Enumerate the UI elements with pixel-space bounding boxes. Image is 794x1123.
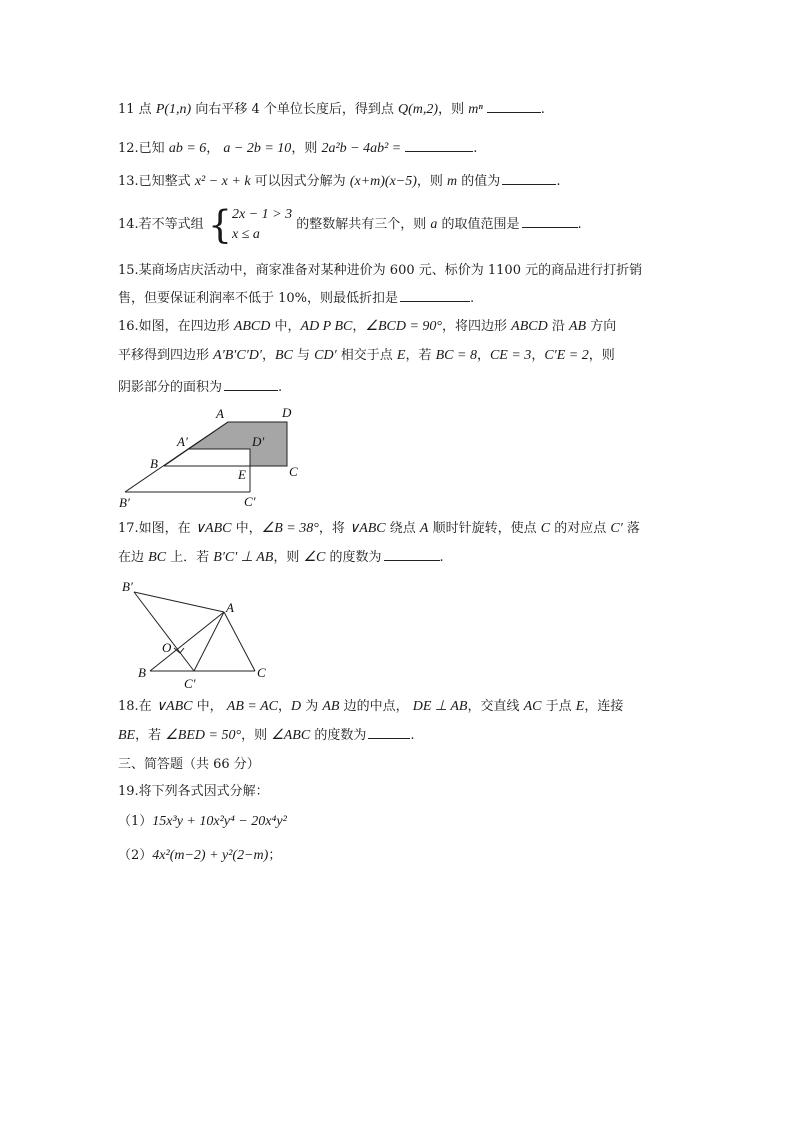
question-18-line2	[118, 726, 414, 746]
figure16-label-d: D	[282, 405, 292, 420]
q18-d: D	[290, 699, 302, 714]
q14-prefix: 14.若不等式组	[118, 217, 208, 232]
q17-text2: 中，	[231, 521, 262, 536]
q17-text9: 上．若	[166, 550, 214, 565]
q14-brace-glyph: {	[207, 202, 232, 247]
q16-angle: ∠BCD = 90°	[365, 319, 442, 334]
q16-text12: 阴影部分的面积为	[118, 380, 223, 395]
q12-cond1: ab = 6	[168, 141, 207, 156]
q15-line1: 15.某商场店庆活动中，商家准备对某种进价为 600 元、标价为 1100 元的商品进行打折销	[118, 263, 643, 278]
q13-answer-blank[interactable]	[502, 172, 556, 185]
q17-a: A	[419, 521, 429, 536]
q19-p2-end: ；	[268, 848, 282, 863]
q12-answer-blank[interactable]	[405, 139, 473, 152]
figure17-b1c1	[134, 592, 194, 671]
q16-sep: ，	[352, 319, 366, 334]
figure17-label-a: A	[226, 600, 234, 615]
q12-cond2: a − 2b = 10	[223, 141, 292, 156]
q11-text2: ，则	[438, 102, 469, 117]
figure16-label-c1: C′	[244, 494, 256, 509]
q13-text: 可以因式分解为	[250, 174, 350, 189]
q18-answer-blank[interactable]	[368, 726, 410, 739]
q17-text8: 在边	[118, 550, 149, 565]
q13-expr: x² − x + k	[194, 174, 251, 189]
figure16-label-a1: A′	[177, 434, 188, 449]
q16-quad2: ABCD	[511, 319, 548, 334]
q16-text10: ，若	[405, 348, 436, 363]
q16-text5: 方向	[586, 319, 617, 334]
question-17-line1	[118, 519, 640, 539]
q18-be: BE	[118, 728, 136, 743]
q17-text10: ，则	[273, 550, 304, 565]
q17-text7: 落	[622, 521, 640, 536]
q11-text: 向右平移 4 个单位长度后，得到点	[191, 102, 399, 117]
q17-tri2: ∨ABC	[348, 521, 386, 536]
q19-title: 19.将下列各式因式分解：	[118, 784, 269, 799]
q19-p2-expr: 4x²(m−2) + y²(2−m)	[152, 848, 269, 863]
section-3-title: 三、简答题（共 66 分）	[118, 757, 260, 772]
q16-sep3: ，	[531, 348, 545, 363]
q11-end: .	[540, 102, 545, 117]
question-16-line1	[118, 317, 616, 337]
q18-text7: 于点	[541, 699, 576, 714]
q16-text9: 相交于点	[336, 348, 397, 363]
q16-text6: 平移得到四边形	[118, 348, 214, 363]
figure17-label-b1: B′	[122, 579, 133, 594]
figure17-ac	[224, 612, 255, 671]
question-19-part1	[118, 812, 287, 832]
q17-text5: 顺时针旋转，使点	[428, 521, 541, 536]
q16-quad3: A′B′C′D′	[213, 348, 262, 363]
q18-end: .	[410, 728, 415, 743]
question-16-line2	[118, 346, 615, 366]
q17-text6: 的对应点	[550, 521, 611, 536]
q16-parallel: AD P BC	[300, 319, 353, 334]
q18-text10: ，则	[241, 728, 272, 743]
q12-end: .	[473, 141, 478, 156]
q18-text9: ，若	[135, 728, 166, 743]
q17-perp: B′C′ ⊥ AB	[213, 550, 274, 565]
figure17-label-b: B	[138, 665, 146, 680]
q18-text2: 中，	[192, 699, 227, 714]
q16-val3: C′E = 2	[544, 348, 589, 363]
q15-end: .	[470, 291, 475, 306]
q15-answer-blank[interactable]	[400, 289, 470, 302]
q17-text4: 绕点	[385, 521, 420, 536]
q14-end: .	[577, 217, 582, 232]
q18-eq: AB = AC	[226, 699, 278, 714]
question-19-title	[118, 782, 269, 802]
q18-text3: ，	[277, 699, 291, 714]
q11-point-q: Q(m,2)	[398, 102, 439, 117]
q14-system	[232, 205, 292, 245]
q11-point-p: P(1,n)	[155, 102, 192, 117]
q16-text1: 16.如图，在四边形	[118, 319, 234, 334]
q18-angabc: ∠ABC	[271, 728, 311, 743]
q14-answer-blank[interactable]	[522, 215, 578, 228]
q17-text11: 的度数为	[325, 550, 382, 565]
question-17-line2	[118, 548, 444, 568]
q13-text2: ，则	[416, 174, 448, 189]
q16-text3: ，将四边形	[442, 319, 512, 334]
q18-e: E	[575, 699, 585, 714]
q18-ac: AC	[523, 699, 542, 714]
question-15-line1	[118, 261, 642, 281]
q16-text4: 沿	[547, 319, 569, 334]
q17-text3: ，将	[318, 521, 349, 536]
q16-val1: BC = 8	[435, 348, 477, 363]
q18-text1: 18.在	[118, 699, 156, 714]
q16-bc: BC	[274, 348, 293, 363]
q17-angle: ∠B = 38°	[261, 521, 319, 536]
q19-p2-label: （2）	[118, 848, 153, 863]
section-3-heading	[118, 755, 260, 775]
q16-text11: ，则	[588, 348, 615, 363]
q16-quad: ABCD	[233, 319, 271, 334]
question-12	[118, 139, 477, 159]
figure16-label-d1: D′	[252, 434, 265, 449]
q17-c2: C′	[610, 521, 623, 536]
q18-tri: ∨ABC	[155, 699, 193, 714]
q14-text: 的整数解共有三个，则	[292, 217, 431, 232]
figure17-ac1	[194, 612, 224, 671]
q12-expr: 2a²b − 4ab² =	[321, 141, 402, 156]
question-13	[118, 172, 560, 192]
figure16-label-b1: B′	[119, 495, 130, 510]
figure17-label-o: O	[162, 640, 172, 655]
q17-text1: 17.如图，在	[118, 521, 195, 536]
q16-sep2: ，	[476, 348, 490, 363]
figure17-label-c: C	[257, 665, 266, 680]
q16-answer-blank[interactable]	[224, 378, 278, 391]
figure-17-diagram	[118, 576, 278, 692]
q11-answer-blank[interactable]	[487, 100, 541, 113]
figure16-label-a: A	[216, 406, 224, 421]
q16-text8: 与	[292, 348, 315, 363]
q18-text6: ，交直线	[467, 699, 524, 714]
question-14	[118, 203, 582, 247]
q18-ab: AB	[322, 699, 340, 714]
q16-end: .	[278, 380, 283, 395]
q13-factorization: (x+m)(x−5)	[349, 174, 417, 189]
q16-val2: CE = 3	[489, 348, 532, 363]
q17-end: .	[439, 550, 444, 565]
q14-ineq2: x ≤ a	[232, 226, 260, 242]
q16-e: E	[396, 348, 406, 363]
figure-16-diagram	[110, 400, 320, 512]
question-11	[118, 100, 545, 120]
q19-p1-expr: 15x³y + 10x²y⁴ − 20x⁴y²	[152, 814, 287, 829]
q12-prefix: 12.已知	[118, 141, 169, 156]
figure16-label-c: C	[289, 464, 298, 479]
q13-end: .	[556, 174, 561, 189]
q18-text8: ，连接	[584, 699, 624, 714]
q18-text5: 边的中点，	[339, 699, 413, 714]
figure16-label-b: B	[150, 456, 158, 471]
figure16-label-e: E	[238, 467, 246, 482]
q13-prefix: 13.已知整式	[118, 174, 195, 189]
q17-angc: ∠C	[303, 550, 326, 565]
question-18-line1	[118, 697, 623, 717]
q12-sep: ，	[206, 141, 224, 156]
q16-cd: CD′	[314, 348, 337, 363]
q16-text2: 中，	[270, 319, 301, 334]
question-19-part2	[118, 846, 281, 866]
q17-bc: BC	[148, 550, 167, 565]
q18-text11: 的度数为	[310, 728, 367, 743]
q14-var: a	[430, 217, 438, 232]
q13-text3: 的值为	[457, 174, 501, 189]
q15-line2: 售，但要保证利润率不低于 10%，则最低折扣是	[118, 291, 399, 306]
q17-c: C	[540, 521, 551, 536]
figure17-label-c1: C′	[184, 676, 196, 691]
q13-var: m	[447, 174, 458, 189]
q18-angle: ∠BED = 50°	[165, 728, 242, 743]
q11-prefix: 11 点	[118, 102, 156, 117]
q11-expr: mⁿ	[468, 102, 483, 117]
question-15-line2	[118, 289, 474, 309]
q18-perp: DE ⊥ AB	[412, 699, 468, 714]
q17-tri: ∨ABC	[194, 521, 232, 536]
q12-text: ，则	[291, 141, 322, 156]
q17-answer-blank[interactable]	[384, 548, 440, 561]
q14-text2: 的取值范围是	[437, 217, 520, 232]
q14-ineq1: 2x − 1 > 3	[232, 206, 293, 222]
q16-text7: ，	[261, 348, 275, 363]
q16-ab: AB	[568, 319, 587, 334]
question-16-line3	[118, 378, 282, 398]
q18-text4: 为	[301, 699, 323, 714]
figure16-shaded-region	[188, 422, 287, 466]
q19-p1-label: （1）	[118, 814, 153, 829]
